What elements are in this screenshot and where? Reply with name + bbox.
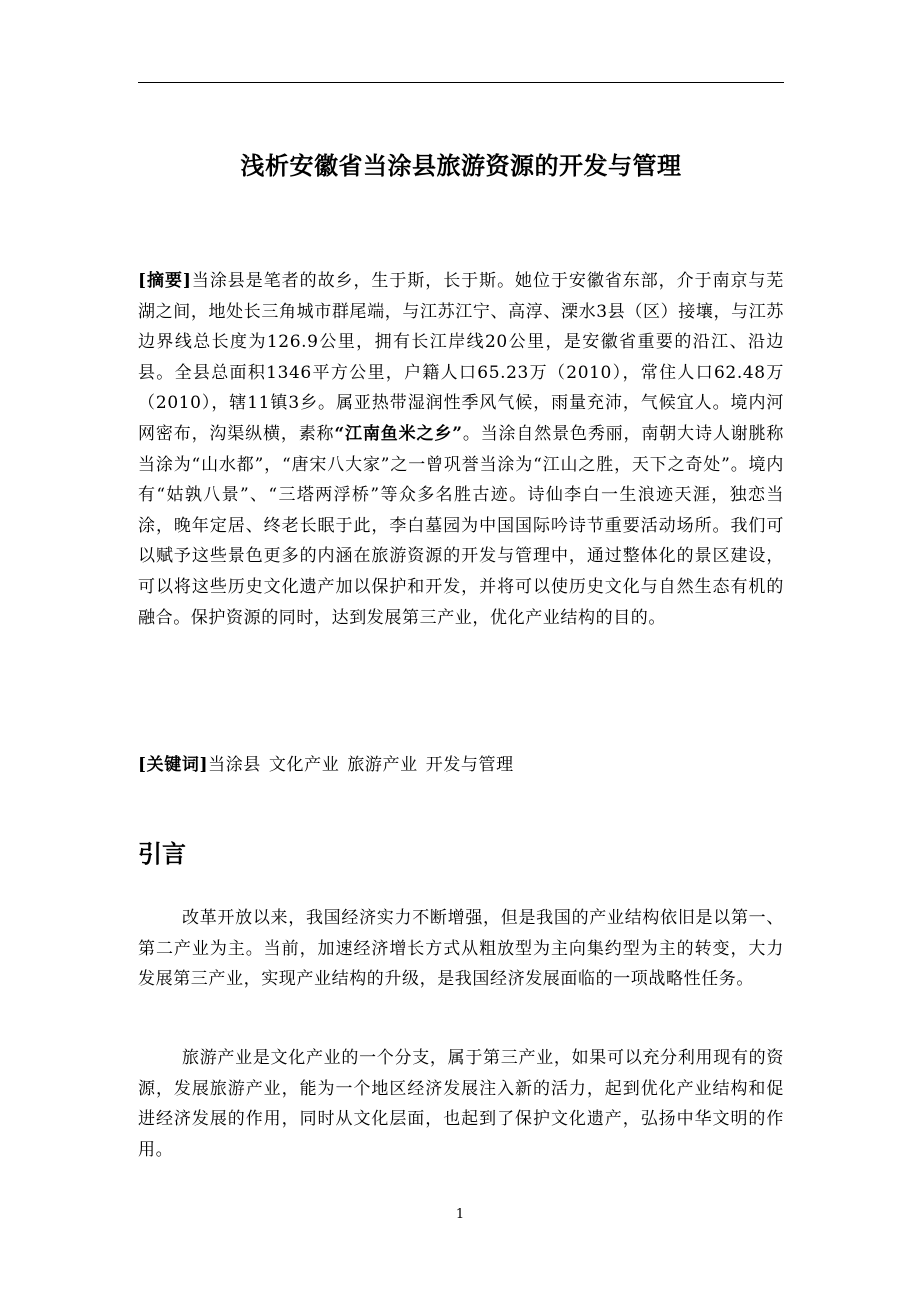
section-heading-introduction: 引言 xyxy=(138,840,186,868)
document-title: 浅析安徽省当涂县旅游资源的开发与管理 xyxy=(240,152,682,180)
keyword-item: 文化产业 xyxy=(268,755,340,775)
body-paragraph: 旅游产业是文化产业的一个分支，属于第三产业，如果可以充分利用现有的资源，发展旅游产业，能为一个地区经济发展注入新的活力，起到优化产业结构和促进经济发展的作用，同时从文化层面，也起到了保护文化遗产，弘扬中华文明的作用。 xyxy=(138,1048,784,1160)
abstract-text-before: 当涂县是笔者的故乡，生于斯，长于斯。她位于安徽省东部，介于南京与芜湖之间，地处长三角城市群尾端，与江苏江宁、高淳、溧水3县（区）接壤，与江苏边界线总长度为126.9公里，拥有长江岸线20公里，是安徽省重要的沿江、沿边县。全县总面积1346平方公里，户籍人口65.23万（2010），常住人口62.48万（2010），辖11镇3乡。属亚热带湿润性季风气候，雨量充沛，气候宜人。境内河网密布，沟渠纵横，素称 xyxy=(138,271,784,444)
page-number: 1 xyxy=(455,1207,465,1222)
keywords xyxy=(138,750,784,781)
keyword-item: 旅游产业 xyxy=(347,755,418,775)
keyword-item: 开发与管理 xyxy=(425,755,514,775)
abstract-bold-term: “江南鱼米之乡” xyxy=(334,423,463,444)
abstract-label: [摘要] xyxy=(138,271,192,291)
keywords-label: [关键词] xyxy=(138,755,209,775)
header-rule xyxy=(138,82,784,83)
body-paragraph: 改革开放以来，我国经济实力不断增强，但是我国的产业结构依旧是以第一、第二产业为主。当前，加速经济增长方式从粗放型为主向集约型为主的转变，大力发展第三产业，实现产业结构的升级，是我国经济发展面临的一项战略性任务。 xyxy=(138,908,784,990)
abstract-text-after: 。当涂自然景色秀丽，南朝大诗人谢朓称当涂为“山水都”，“唐宋八大家”之一曾巩誉当涂为“江山之胜，天下之奇处”。境内有“姑孰八景”、“三塔两浮桥”等众多名胜古迹。诗仙李白一生浪迹天涯，独恋当涂，晚年定居、终老长眠于此，李白墓园为中国国际吟诗节重要活动场所。我们可以赋予这些景色更多的内涵在旅游资源的开发与管理中，通过整体化的景区建设，可以将这些历史文化遗产加以保护和开发，并将可以使历史文化与自然生态有机的融合。保护资源的同时，达到发展第三产业，优化产业结构的目的。 xyxy=(138,423,784,628)
keyword-item: 当涂县 xyxy=(208,755,261,775)
abstract xyxy=(138,266,784,633)
